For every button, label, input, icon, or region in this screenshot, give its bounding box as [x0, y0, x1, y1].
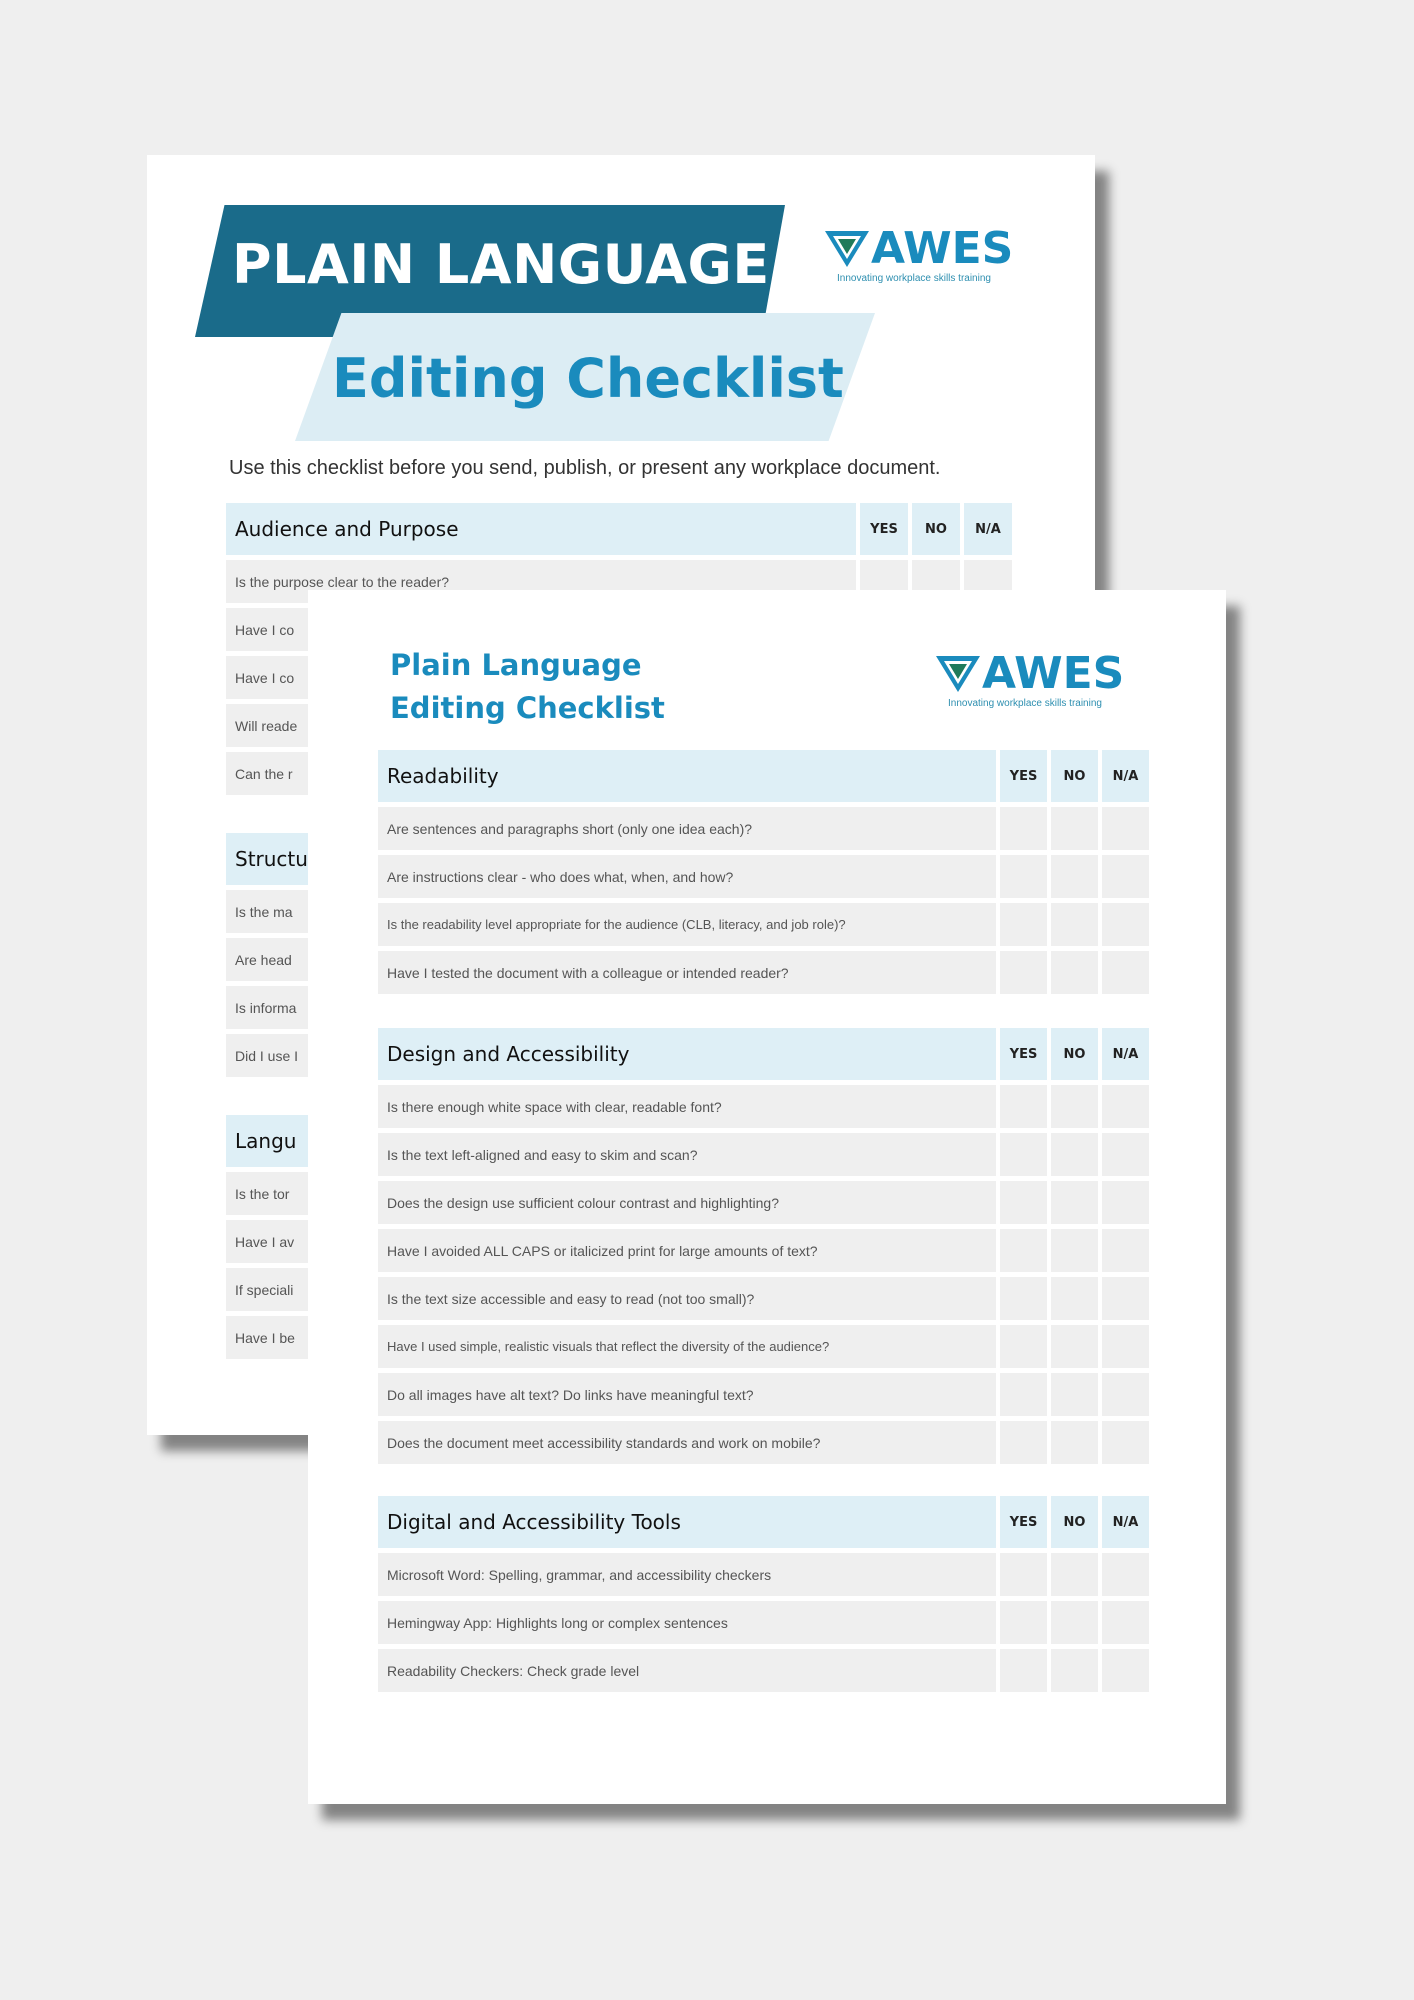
page-title-line1: Plain Language: [390, 648, 642, 682]
col-no: NO: [1051, 1028, 1098, 1080]
section-title: Design and Accessibility: [378, 1028, 996, 1080]
section-readability: [378, 750, 1149, 999]
question-text: Is the readability level appropriate for the audience (CLB, literacy, and job role)?: [378, 903, 996, 946]
question-text: Did I use I: [226, 1034, 856, 1077]
section-design-accessibility: [378, 1028, 1149, 1469]
question-text: If speciali: [226, 1268, 856, 1311]
checklist-row: [378, 807, 1149, 850]
checklist-row: [378, 1421, 1149, 1464]
question-text: Is the text size accessible and easy to read (not too small)?: [378, 1277, 996, 1320]
checklist-row: [378, 1181, 1149, 1224]
section-title: Structu: [226, 833, 856, 885]
section-digital-tools: [378, 1496, 1149, 1697]
yes-checkbox[interactable]: [1000, 1181, 1047, 1224]
no-checkbox[interactable]: [1051, 1229, 1098, 1272]
section-title: Langu: [226, 1115, 856, 1167]
intro-text: Use this checklist before you send, publish, or present any workplace document.: [229, 457, 941, 479]
checklist-row: [378, 1085, 1149, 1128]
yes-checkbox[interactable]: [1000, 1649, 1047, 1692]
checklist-row: [378, 1277, 1149, 1320]
front-checklist-page: [308, 590, 1226, 1804]
yes-checkbox[interactable]: [1000, 1601, 1047, 1644]
page-title-line2: Editing Checklist: [390, 691, 665, 725]
yes-checkbox[interactable]: [1000, 1085, 1047, 1128]
checklist-row: [378, 1373, 1149, 1416]
yes-checkbox[interactable]: [1000, 903, 1047, 946]
checklist-row: [378, 1325, 1149, 1368]
no-checkbox[interactable]: [1051, 1085, 1098, 1128]
no-checkbox[interactable]: [1051, 1649, 1098, 1692]
question-text: Have I be: [226, 1316, 856, 1359]
question-text: Is the tor: [226, 1172, 856, 1215]
na-checkbox[interactable]: [1102, 1085, 1149, 1128]
no-checkbox[interactable]: [1051, 1601, 1098, 1644]
col-na: N/A: [964, 503, 1012, 555]
na-checkbox[interactable]: [1102, 1373, 1149, 1416]
no-checkbox[interactable]: [1051, 951, 1098, 994]
checklist-row: [378, 1133, 1149, 1176]
section-title: Digital and Accessibility Tools: [378, 1496, 996, 1548]
yes-checkbox[interactable]: [1000, 951, 1047, 994]
question-text: Is the ma: [226, 890, 856, 933]
col-na: N/A: [1102, 750, 1149, 802]
banner-title-line1: PLAIN LANGUAGE: [232, 233, 770, 296]
question-text: Can the r: [226, 752, 856, 795]
na-checkbox[interactable]: [1102, 807, 1149, 850]
yes-checkbox[interactable]: [1000, 1421, 1047, 1464]
section-title: Audience and Purpose: [226, 503, 856, 555]
no-checkbox[interactable]: [1051, 1373, 1098, 1416]
question-text: Have I co: [226, 656, 856, 699]
na-checkbox[interactable]: [1102, 903, 1149, 946]
question-text: Have I used simple, realistic visuals that reflect the diversity of the audience?: [378, 1325, 996, 1368]
question-text: Is there enough white space with clear, readable font?: [378, 1085, 996, 1128]
awes-logo-mark-icon: [823, 229, 871, 269]
logo-wordmark: AWES: [871, 223, 1014, 274]
question-text: Have I tested the document with a colleague or intended reader?: [378, 951, 996, 994]
na-checkbox[interactable]: [1102, 1181, 1149, 1224]
col-na: N/A: [1102, 1496, 1149, 1548]
question-text: Does the document meet accessibility standards and work on mobile?: [378, 1421, 996, 1464]
na-checkbox[interactable]: [1102, 1421, 1149, 1464]
na-checkbox[interactable]: [1102, 855, 1149, 898]
question-text: Are head: [226, 938, 856, 981]
no-checkbox[interactable]: [1051, 903, 1098, 946]
question-text: Does the design use sufficient colour contrast and highlighting?: [378, 1181, 996, 1224]
checklist-row: [378, 951, 1149, 994]
section-title: Readability: [378, 750, 996, 802]
logo-tagline: Innovating workplace skills training: [948, 698, 1102, 709]
yes-checkbox[interactable]: [1000, 1133, 1047, 1176]
col-no: NO: [912, 503, 960, 555]
col-yes: YES: [1000, 750, 1047, 802]
col-no: NO: [1051, 750, 1098, 802]
section-header: [378, 750, 1149, 802]
question-text: Will reade: [226, 704, 856, 747]
question-text: Is the text left-aligned and easy to skim and scan?: [378, 1133, 996, 1176]
yes-checkbox[interactable]: [1000, 1229, 1047, 1272]
na-checkbox[interactable]: [1102, 1133, 1149, 1176]
question-text: Readability Checkers: Check grade level: [378, 1649, 996, 1692]
na-checkbox[interactable]: [1102, 1601, 1149, 1644]
question-text: Do all images have alt text? Do links have meaningful text?: [378, 1373, 996, 1416]
col-yes: YES: [1000, 1028, 1047, 1080]
checklist-row: [378, 1229, 1149, 1272]
yes-checkbox[interactable]: [1000, 855, 1047, 898]
checklist-row: [378, 903, 1149, 946]
na-checkbox[interactable]: [1102, 1229, 1149, 1272]
yes-checkbox[interactable]: [1000, 1373, 1047, 1416]
awes-logo: [823, 223, 1014, 284]
checklist-row: [378, 1649, 1149, 1692]
na-checkbox[interactable]: [1102, 1553, 1149, 1596]
question-text: Is the purpose clear to the reader?: [226, 560, 856, 603]
checklist-row: [378, 1553, 1149, 1596]
awes-logo-mark-icon: [934, 654, 982, 694]
no-checkbox[interactable]: [1051, 807, 1098, 850]
section-header: [378, 1496, 1149, 1548]
checklist-row: [378, 855, 1149, 898]
question-text: Have I av: [226, 1220, 856, 1263]
no-checkbox[interactable]: [1051, 1325, 1098, 1368]
col-yes: YES: [860, 503, 908, 555]
na-checkbox[interactable]: [1102, 1277, 1149, 1320]
no-checkbox[interactable]: [1051, 1181, 1098, 1224]
no-checkbox[interactable]: [1051, 855, 1098, 898]
question-text: Are sentences and paragraphs short (only one idea each)?: [378, 807, 996, 850]
question-text: Have I co: [226, 608, 856, 651]
question-text: Are instructions clear - who does what, when, and how?: [378, 855, 996, 898]
yes-checkbox[interactable]: [1000, 1325, 1047, 1368]
awes-logo: [934, 648, 1125, 709]
section-header: [226, 503, 1012, 555]
na-checkbox[interactable]: [1102, 1325, 1149, 1368]
question-text: Hemingway App: Highlights long or complex sentences: [378, 1601, 996, 1644]
question-text: Microsoft Word: Spelling, grammar, and accessibility checkers: [378, 1553, 996, 1596]
banner-title-line2: Editing Checklist: [332, 347, 844, 410]
yes-checkbox[interactable]: [1000, 807, 1047, 850]
na-checkbox[interactable]: [1102, 1649, 1149, 1692]
checklist-row: [378, 1601, 1149, 1644]
page-title: [390, 644, 665, 730]
question-text: Is informa: [226, 986, 856, 1029]
logo-tagline: Innovating workplace skills training: [837, 273, 991, 284]
col-yes: YES: [1000, 1496, 1047, 1548]
col-no: NO: [1051, 1496, 1098, 1548]
question-text: Have I avoided ALL CAPS or italicized print for large amounts of text?: [378, 1229, 996, 1272]
na-checkbox[interactable]: [1102, 951, 1149, 994]
no-checkbox[interactable]: [1051, 1553, 1098, 1596]
yes-checkbox[interactable]: [1000, 1277, 1047, 1320]
no-checkbox[interactable]: [1051, 1133, 1098, 1176]
section-header: [378, 1028, 1149, 1080]
no-checkbox[interactable]: [1051, 1421, 1098, 1464]
col-na: N/A: [1102, 1028, 1149, 1080]
no-checkbox[interactable]: [1051, 1277, 1098, 1320]
yes-checkbox[interactable]: [1000, 1553, 1047, 1596]
logo-wordmark: AWES: [982, 648, 1125, 699]
